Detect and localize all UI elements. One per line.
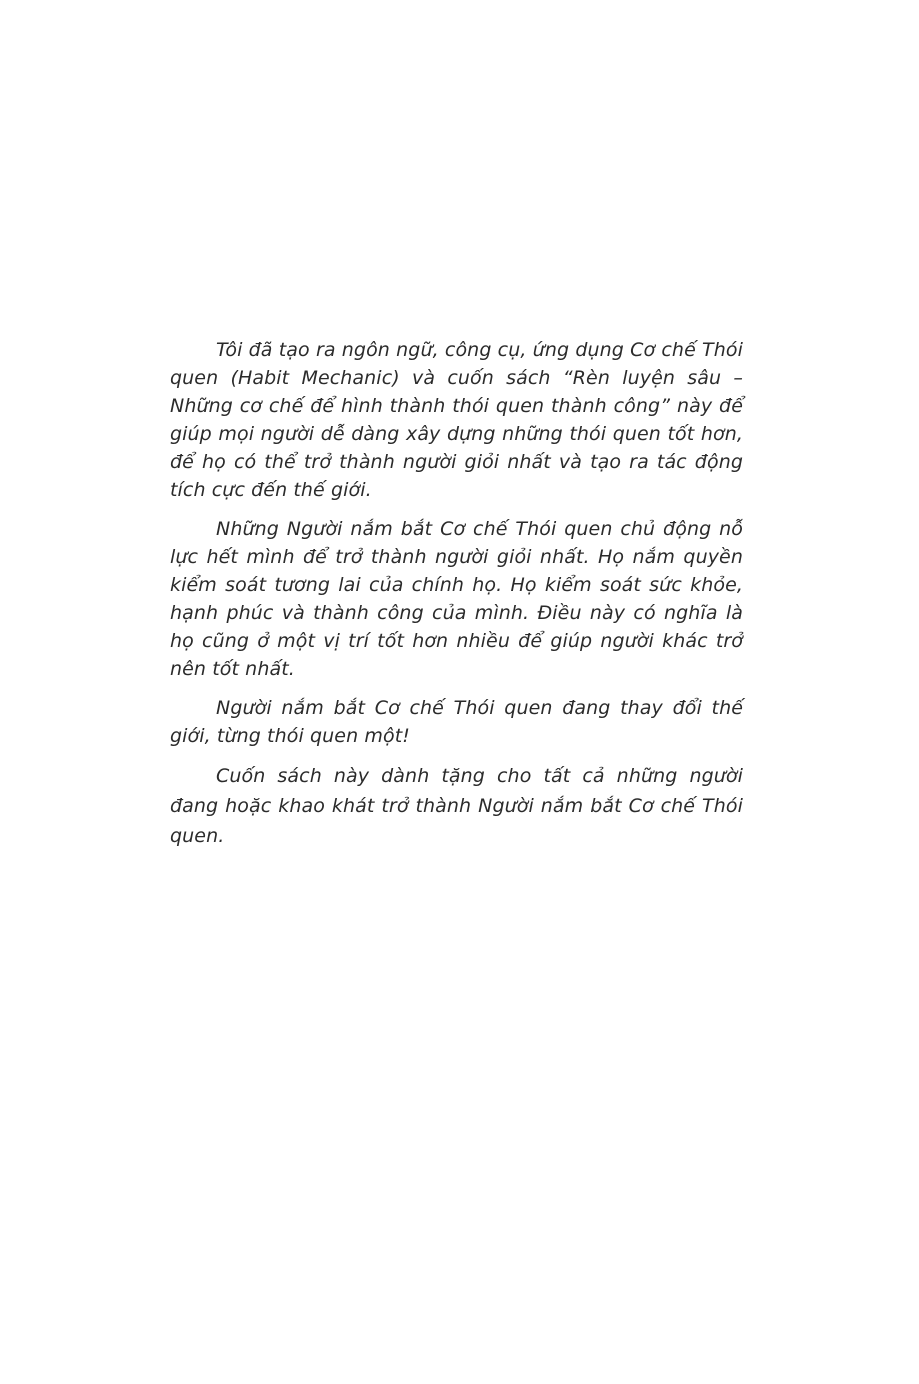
dedication-text xyxy=(170,336,743,862)
dedication-paragraph-2: Những Người nắm bắt Cơ chế Thói quen chủ động nỗ lực hết mình để trở thành người giỏi nhất. Họ nắm quyền kiểm soát tương lai của chính họ. Họ kiểm soát sức khỏe, hạnh phúc và thành công của mình. Điều này có nghĩa là họ cũng ở một vị trí tốt hơn nhiều để giúp người khác trở nên tốt nhất. xyxy=(170,518,743,680)
dedication-paragraph-4: Cuốn sách này dành tặng cho tất cả những người đang hoặc khao khát trở thành Người nắm bắt Cơ chế Thói quen. xyxy=(170,765,743,847)
dedication-paragraph-1: Tôi đã tạo ra ngôn ngữ, công cụ, ứng dụng Cơ chế Thói quen (Habit Mechanic) và cuốn sách “Rèn luyện sâu – Những cơ chế để hình thành thói quen thành công” này để giúp mọi người dễ dàng xây dựng những thói quen tốt hơn, để họ có thể trở thành người giỏi nhất và tạo ra tác động tích cực đến thế giới. xyxy=(170,339,743,501)
dedication-paragraph-3: Người nắm bắt Cơ chế Thói quen đang thay đổi thế giới, từng thói quen một! xyxy=(170,697,743,747)
